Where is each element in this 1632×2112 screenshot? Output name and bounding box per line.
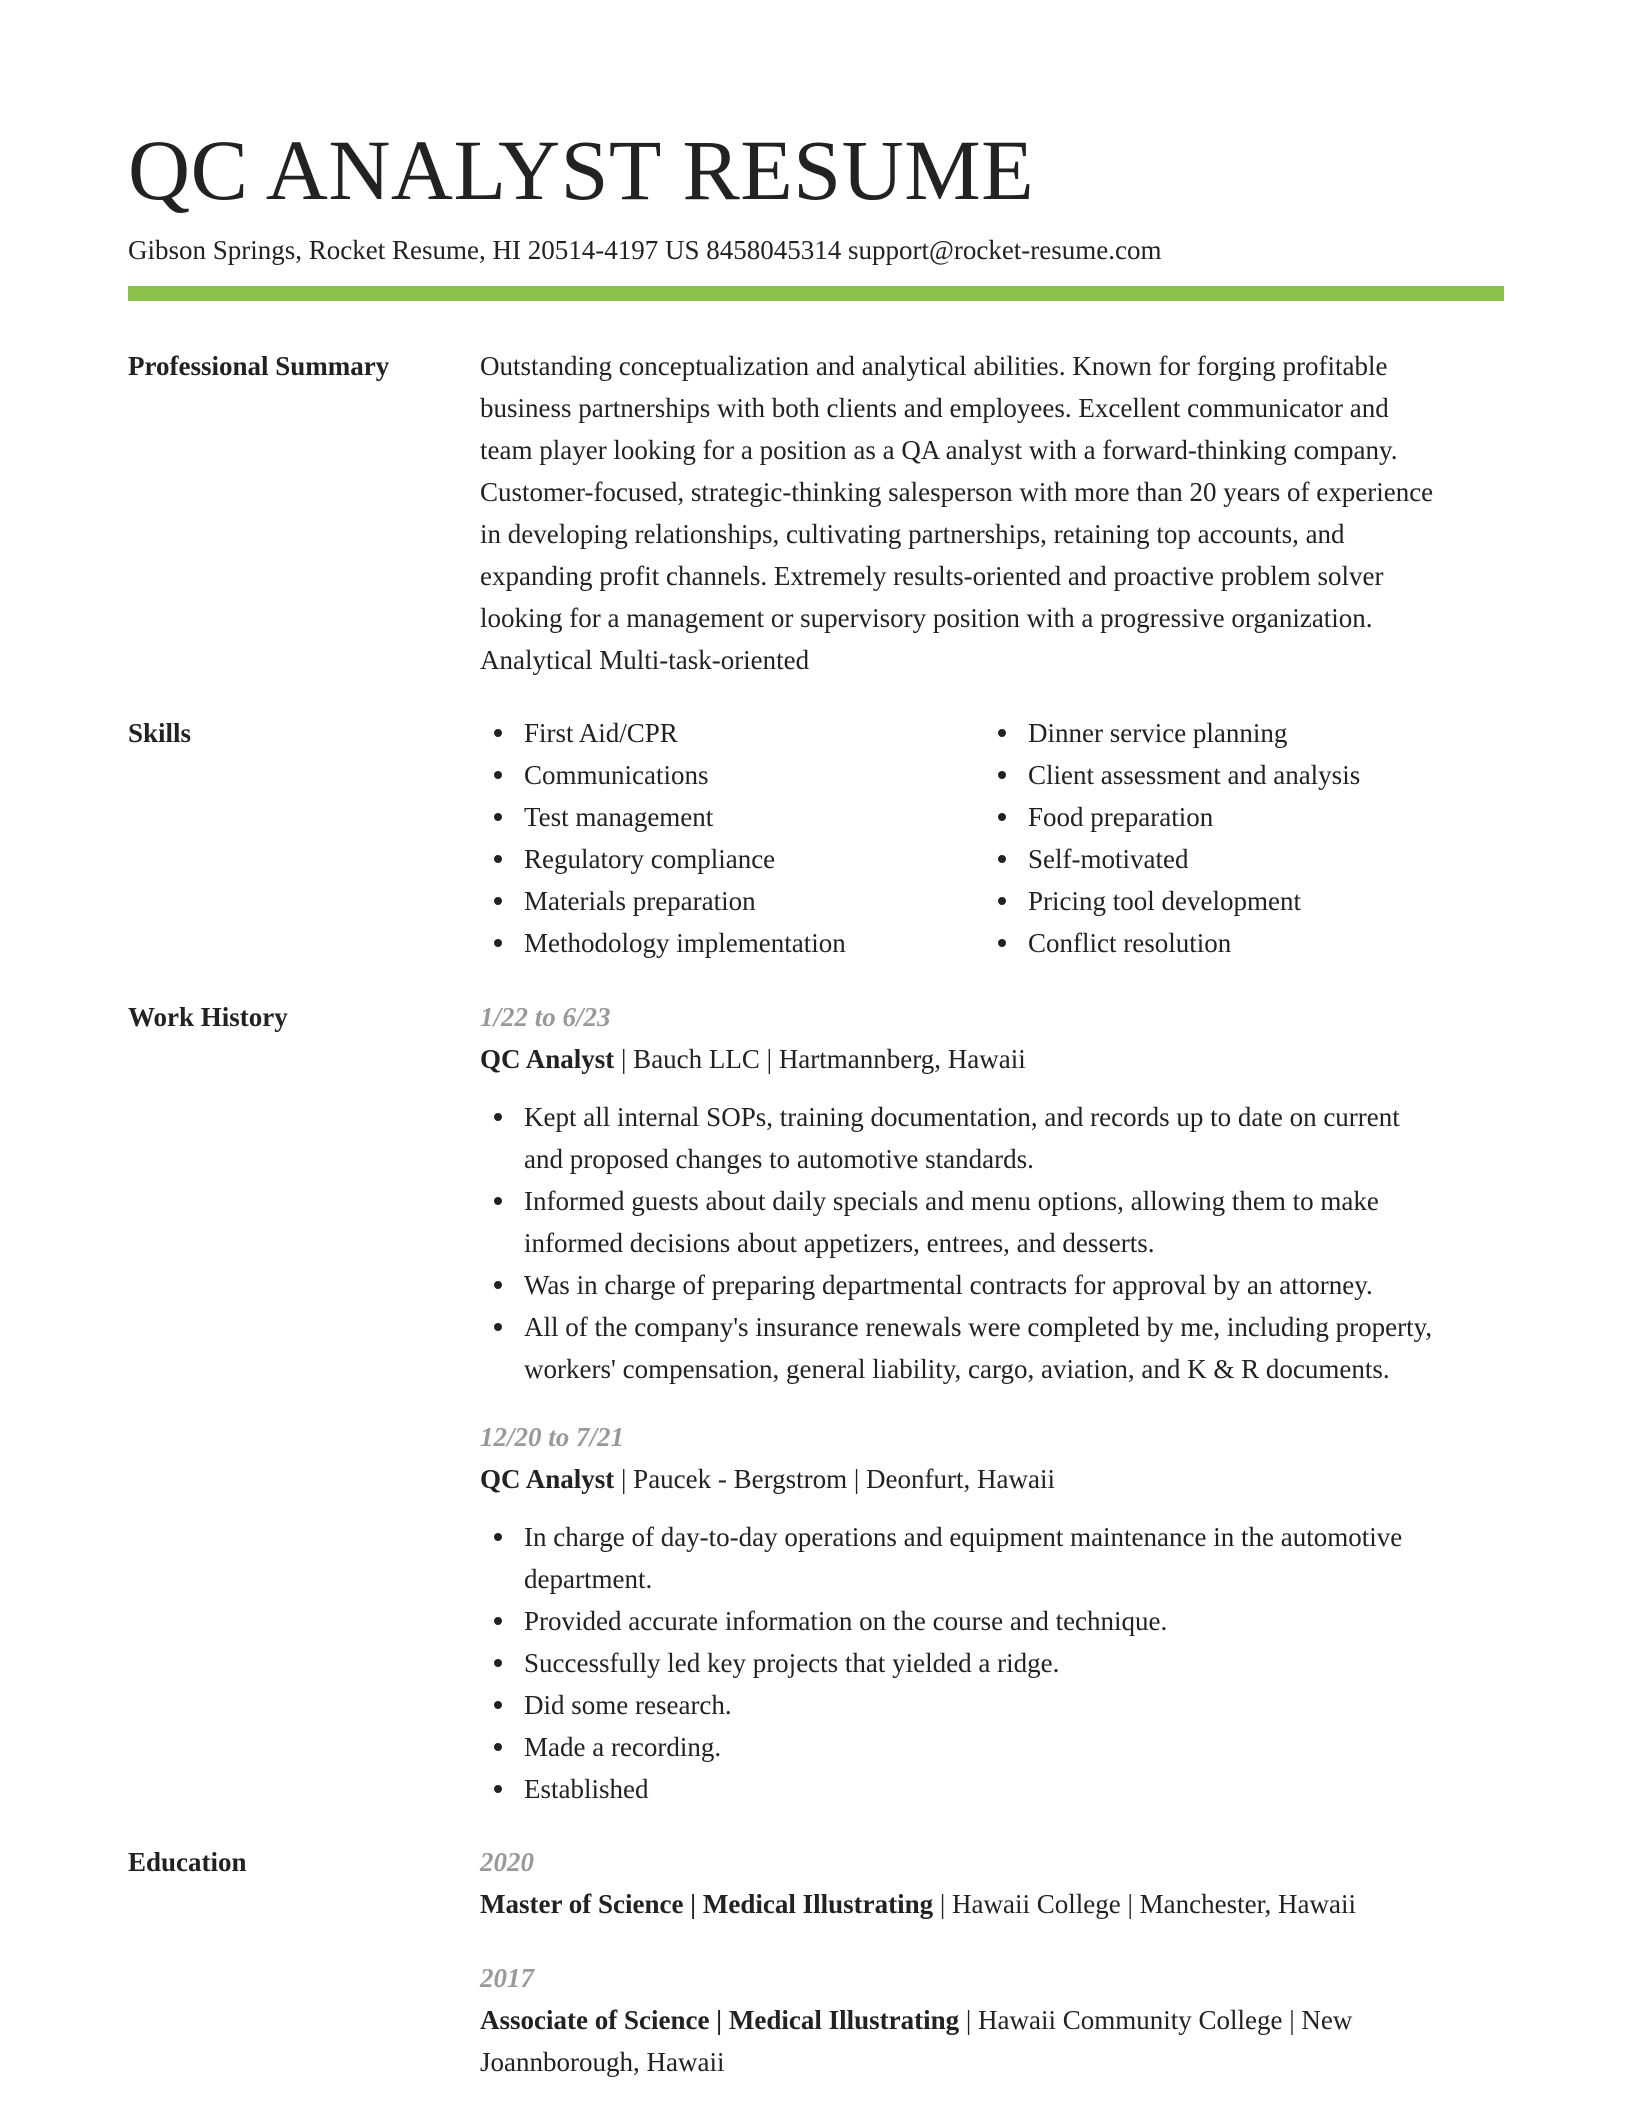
job-role-line [480,1458,1510,1500]
job-date: 1/22 to 6/23 [480,1002,611,1032]
job-duty: In charge of day-to-day operations and equipment maintenance in the automotive department. [480,1516,1510,1600]
education-entry [480,1957,1510,2083]
summary-line: in developing relationships, cultivating partnerships, retaining top accounts, and [480,519,1345,549]
job-duty: Established [480,1768,1510,1810]
skill-item: Pricing tool development [984,880,1488,922]
education-school: | Hawaii College | Manchester, Hawaii [933,1889,1356,1919]
skill-item: Conflict resolution [984,922,1488,964]
job-duty: All of the company's insurance renewals were completed by me, including property, workers' compensation, general liability, cargo, aviation, and K & R documents. [480,1306,1510,1390]
job-employer: | Paucek - Bergstrom | Deonfurt, Hawaii [614,1464,1055,1494]
job-duty: Successfully led key projects that yielded a ridge. [480,1642,1510,1684]
education-entry [480,1841,1510,1925]
job-duty: Kept all internal SOPs, training documentation, and records up to date on current and proposed changes to automotive standards. [480,1096,1510,1180]
job-duty: Did some research. [480,1684,1510,1726]
job-duty: Provided accurate information on the course and technique. [480,1600,1510,1642]
job-duty: Informed guests about daily specials and menu options, allowing them to make informed decisions about appetizers, entrees, and desserts. [480,1180,1510,1264]
job-duty: Was in charge of preparing departmental contracts for approval by an attorney. [480,1264,1510,1306]
education-degree-line [480,1883,1510,1925]
job-role-line [480,1038,1510,1080]
summary-line: looking for a management or supervisory position with a progressive organization. [480,603,1373,633]
job-employer: | Bauch LLC | Hartmannberg, Hawaii [614,1044,1026,1074]
summary-text [480,345,1510,681]
skill-item: Communications [480,754,984,796]
page-title: QC ANALYST RESUME [128,122,1035,218]
job-date: 12/20 to 7/21 [480,1422,625,1452]
skill-item: Self-motivated [984,838,1488,880]
skills-heading: Skills [128,718,192,748]
summary-line: Customer-focused, strategic-thinking salesperson with more than 20 years of experience [480,477,1434,507]
skills-list [480,712,1510,964]
skill-item: Test management [480,796,984,838]
job-duties [480,1516,1510,1810]
skill-item: Regulatory compliance [480,838,984,880]
job-title: QC Analyst [480,1464,615,1494]
job-duty: Made a recording. [480,1726,1510,1768]
skill-item: Materials preparation [480,880,984,922]
education-degree-line [480,1999,1510,2083]
work-history-heading: Work History [128,1002,288,1032]
skills-column-1 [480,712,984,964]
summary-line: team player looking for a position as a QA analyst with a forward-thinking company. [480,435,1398,465]
skill-item: Methodology implementation [480,922,984,964]
education-year: 2017 [480,1963,534,1993]
header-divider [128,286,1504,301]
skill-item: Dinner service planning [984,712,1488,754]
summary-heading: Professional Summary [128,351,390,381]
job-entry [480,996,1510,1390]
skill-item: Client assessment and analysis [984,754,1488,796]
education-heading: Education [128,1847,247,1877]
summary-line: Analytical Multi-task-oriented [480,645,810,675]
education-school-cont: Joannborough, Hawaii [480,2047,725,2077]
job-entry [480,1416,1510,1810]
job-duties [480,1096,1510,1390]
education-degree: Associate of Science | Medical Illustrating [480,2005,960,2035]
job-title: QC Analyst [480,1044,615,1074]
skill-item: Food preparation [984,796,1488,838]
education-degree: Master of Science | Medical Illustrating [480,1889,934,1919]
education-school: | Hawaii Community College | New [959,2005,1353,2035]
skills-column-2 [984,712,1488,964]
summary-line: Outstanding conceptualization and analytical abilities. Known for forging profitable [480,351,1388,381]
summary-line: business partnerships with both clients and employees. Excellent communicator and [480,393,1389,423]
skill-item: First Aid/CPR [480,712,984,754]
contact-line: Gibson Springs, Rocket Resume, HI 20514-4197 US 8458045314 support@rocket-resume.com [128,235,1162,265]
summary-line: expanding profit channels. Extremely results-oriented and proactive problem solver [480,561,1384,591]
education-year: 2020 [480,1847,534,1877]
